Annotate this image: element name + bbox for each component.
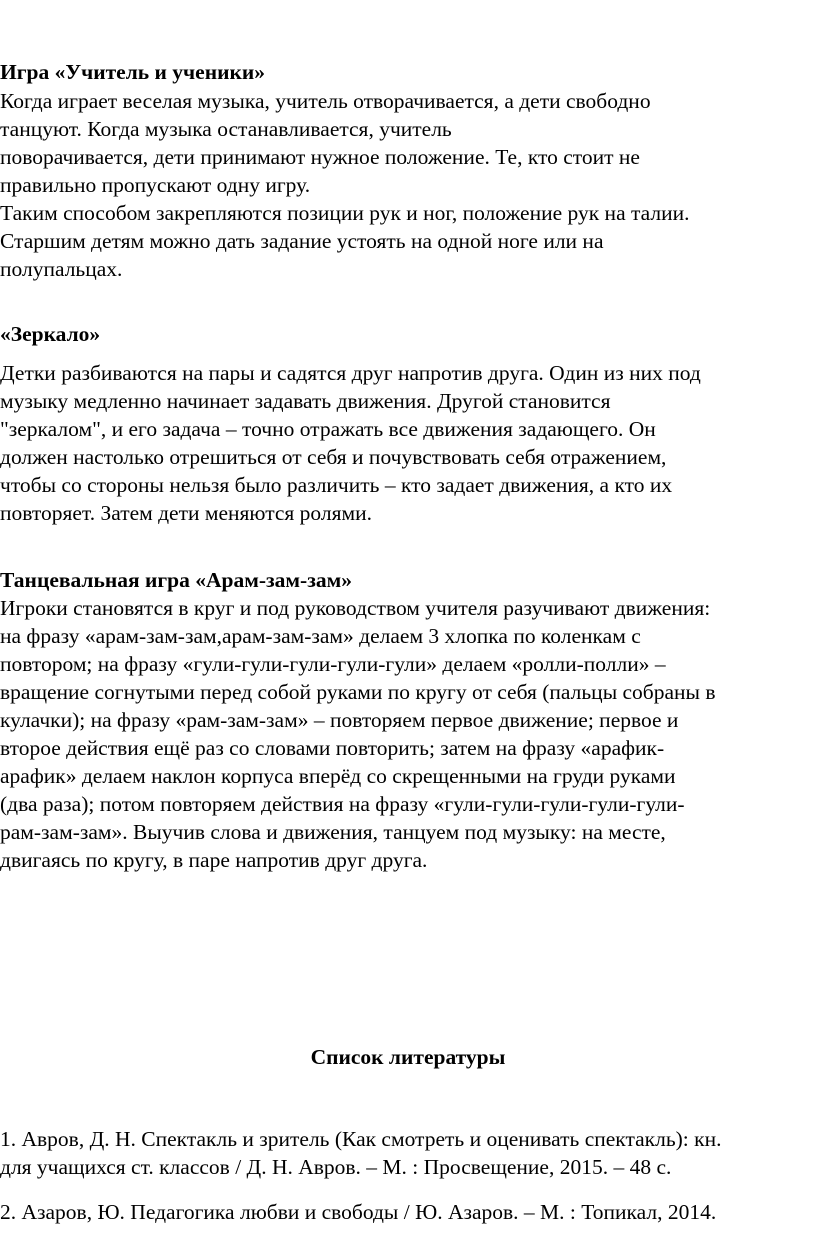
- paragraph-line: на фразу «арам-зам-зам,арам-зам-зам» делаем 3 хлопка по коленкам с: [0, 624, 641, 648]
- paragraph-line: Игроки становятся в круг и под руководством учителя разучивают движения:: [0, 596, 711, 620]
- paragraph-line: Детки разбиваются на пары и садятся друг напротив друга. Один из них под: [0, 361, 701, 385]
- paragraph-line: повторяет. Затем дети меняются ролями.: [0, 501, 372, 525]
- references-heading: Список литературы: [310, 1045, 506, 1069]
- paragraph-line: двигаясь по кругу, в паре напротив друг друга.: [0, 848, 428, 872]
- reference-item-2-line: 2. Азаров, Ю. Педагогика любви и свободы / Ю. Азаров. – М. : Топикал, 2014.: [0, 1200, 717, 1224]
- paragraph-line: "зеркалом", и его задача – точно отражать все движения задающего. Он: [0, 417, 656, 441]
- paragraph-line: Таким способом закрепляются позиции рук и ног, положение рук на талии.: [0, 201, 690, 225]
- paragraph-line: повтором; на фразу «гули-гули-гули-гули-гули» делаем «ролли-полли» –: [0, 652, 666, 676]
- paragraph-line: правильно пропускают одну игру.: [0, 173, 311, 197]
- paragraph-line: чтобы со стороны нельзя было различить – кто задает движения, а кто их: [0, 473, 673, 497]
- paragraph-line: поворачивается, дети принимают нужное положение. Те, кто стоит не: [0, 145, 640, 169]
- section-title-aram-zam-zam: Танцевальная игра «Арам-зам-зам»: [0, 568, 352, 592]
- paragraph-line: второе действия ещё раз со словами повторить; затем на фразу «арафик-: [0, 736, 665, 760]
- paragraph-line: рам-зам-зам». Выучив слова и движения, танцуем под музыку: на месте,: [0, 820, 666, 844]
- paragraph-line: Старшим детям можно дать задание устоять на одной ноге или на: [0, 229, 604, 253]
- paragraph-line: (два раза); потом повторяем действия на фразу «гули-гули-гули-гули-гули-: [0, 792, 685, 816]
- paragraph-line: арафик» делаем наклон корпуса вперёд со скрещенными на груди руками: [0, 764, 676, 788]
- paragraph-line: полупальцах.: [0, 257, 123, 281]
- section-title-teacher-game: Игра «Учитель и ученики»: [0, 60, 266, 84]
- paragraph-line: должен настолько отрешиться от себя и почувствовать себя отражением,: [0, 445, 667, 469]
- paragraph-line: Когда играет веселая музыка, учитель отворачивается, а дети свободно: [0, 89, 651, 113]
- paragraph-line: музыку медленно начинает задавать движения. Другой становится: [0, 389, 611, 413]
- reference-item-1-line: 1. Авров, Д. Н. Спектакль и зритель (Как смотреть и оценивать спектакль): кн.: [0, 1127, 722, 1151]
- reference-item-1-line: для учащихся ст. классов / Д. Н. Авров. – М. : Просвещение, 2015. – 48 с.: [0, 1155, 672, 1179]
- paragraph-line: вращение согнутыми перед собой руками по кругу от себя (пальцы собраны в: [0, 680, 716, 704]
- paragraph-line: кулачки); на фразу «рам-зам-зам» – повторяем первое движение; первое и: [0, 708, 679, 732]
- paragraph-line: танцуют. Когда музыка останавливается, учитель: [0, 117, 452, 141]
- section-title-mirror: «Зеркало»: [0, 322, 101, 346]
